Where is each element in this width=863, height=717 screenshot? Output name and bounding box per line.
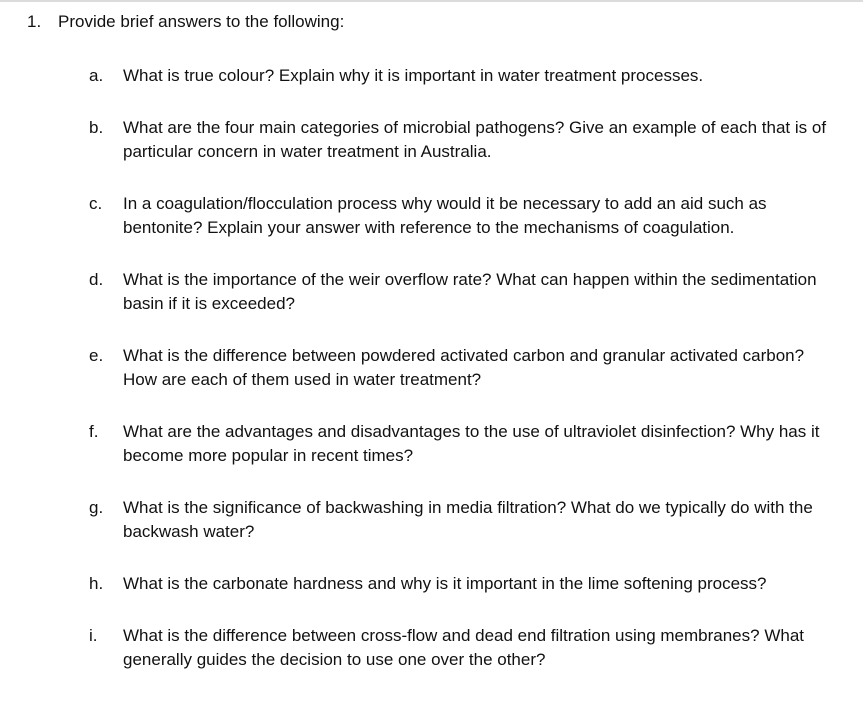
sub-question-e xyxy=(89,344,829,392)
sub-question-g xyxy=(89,496,829,544)
sub-question-marker-f: f. xyxy=(89,422,99,441)
sub-question-text-c: In a coagulation/flocculation process why would it be necessary to add an aid such as bentonite? Explain your answer with reference to the mechanisms of coagulation. xyxy=(123,194,767,237)
sub-question-text-b: What are the four main categories of microbial pathogens? Give an example of each that is of particular concern in water treatment in Australia. xyxy=(123,118,827,161)
sub-question-marker-i: i. xyxy=(89,626,98,645)
main-question-number: 1. xyxy=(27,12,42,31)
sub-question-a xyxy=(89,64,829,88)
sub-question-marker-a: a. xyxy=(89,66,104,85)
sub-question-d xyxy=(89,268,829,316)
sub-question-text-i: What is the difference between cross-flow and dead end filtration using membranes? What generally guides the decision to use one over the other? xyxy=(123,626,804,669)
sub-question-c xyxy=(89,192,829,240)
sub-question-marker-e: e. xyxy=(89,346,104,365)
main-question xyxy=(27,10,827,34)
sub-question-marker-c: c. xyxy=(89,194,103,213)
sub-question-text-a: What is true colour? Explain why it is important in water treatment processes. xyxy=(123,66,704,85)
sub-question-list xyxy=(89,64,829,700)
sub-question-h xyxy=(89,572,829,596)
sub-question-b xyxy=(89,116,829,164)
sub-question-text-e: What is the difference between powdered activated carbon and granular activated carbon? How are each of them used in water treatment? xyxy=(123,346,805,389)
sub-question-i xyxy=(89,624,829,672)
sub-question-marker-g: g. xyxy=(89,498,104,517)
sub-question-text-d: What is the importance of the weir overflow rate? What can happen within the sedimentation basin if it is exceeded? xyxy=(123,270,817,313)
sub-question-text-h: What is the carbonate hardness and why is it important in the lime softening process? xyxy=(123,574,767,593)
sub-question-marker-b: b. xyxy=(89,118,104,137)
sub-question-f xyxy=(89,420,829,468)
sub-question-text-g: What is the significance of backwashing in media filtration? What do we typically do with the backwash water? xyxy=(123,498,813,541)
sub-question-text-f: What are the advantages and disadvantages to the use of ultraviolet disinfection? Why has it become more popular in recent times? xyxy=(123,422,820,465)
main-question-text: Provide brief answers to the following: xyxy=(58,12,345,31)
sub-question-marker-d: d. xyxy=(89,270,104,289)
sub-question-marker-h: h. xyxy=(89,574,104,593)
